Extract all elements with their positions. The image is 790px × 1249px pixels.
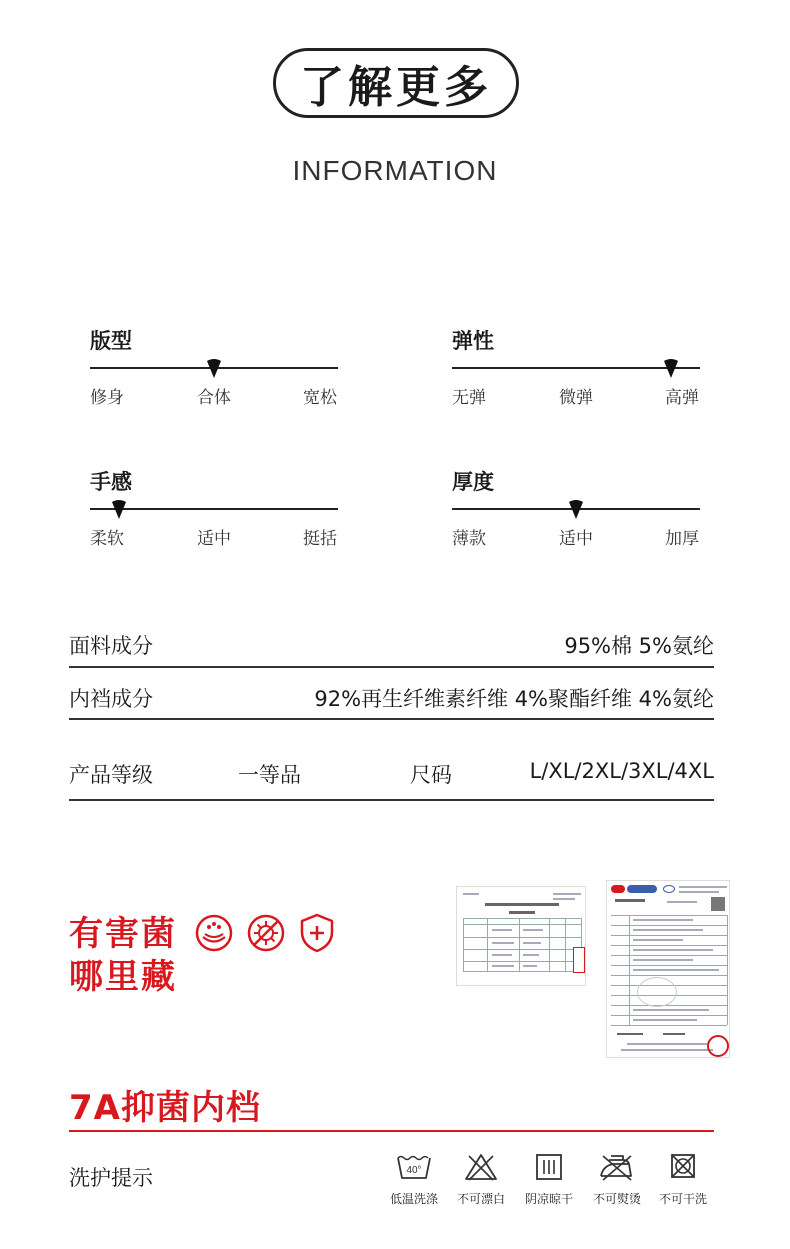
fabric-value: 95%棉 5%氨纶 (564, 634, 714, 658)
care-label: 低温洗涤 (389, 1192, 438, 1206)
attribute-label: 修身 (90, 388, 124, 408)
bacteria-face-icon (194, 913, 234, 953)
slider-marker-icon (568, 500, 584, 520)
test-report-image (456, 886, 586, 986)
attribute-title: 版型 (90, 329, 132, 353)
attribute-label: 挺括 (303, 529, 337, 549)
attribute-title: 弹性 (452, 329, 494, 353)
slider-marker-icon (111, 500, 127, 520)
attribute-title: 手感 (90, 470, 132, 494)
inspection-certificate-image (606, 880, 730, 1058)
attribute-label: 适中 (559, 529, 593, 549)
size-value: L/XL/2XL/3XL/4XL (529, 759, 714, 783)
wash-40-icon (394, 1152, 434, 1182)
size-label: 尺码 (410, 763, 452, 787)
care-item-iron (584, 1152, 650, 1207)
lining-value: 92%再生纤维素纤维 4%聚酯纤维 4%氨纶 (314, 687, 714, 711)
no-iron-icon (597, 1152, 637, 1182)
care-item-dry (516, 1152, 582, 1207)
antibacterial-headline: 7A抑菌内档 (69, 1088, 261, 1128)
antibacterial-title-line2: 哪里藏 (69, 957, 177, 997)
line-dry-shade-icon (533, 1152, 565, 1182)
care-item-dryclean (650, 1152, 716, 1207)
attribute-label: 薄款 (452, 529, 486, 549)
page-subtitle: INFORMATION (292, 155, 498, 186)
no-bleach-icon (463, 1152, 499, 1182)
divider (69, 718, 714, 720)
attribute-label: 加厚 (665, 529, 699, 549)
grade-label: 产品等级 (69, 763, 153, 787)
fabric-label: 面料成分 (69, 634, 153, 658)
lining-label: 内裆成分 (69, 687, 153, 711)
attribute-label: 无弹 (452, 388, 486, 408)
attribute-label: 适中 (197, 529, 231, 549)
slider-marker-icon (206, 359, 222, 379)
attribute-label: 柔软 (90, 529, 124, 549)
attribute-label: 合体 (197, 388, 231, 408)
divider (69, 666, 714, 668)
attribute-track (90, 508, 338, 510)
attribute-label: 宽松 (303, 388, 337, 408)
no-dry-clean-icon (667, 1152, 699, 1182)
attribute-marker (663, 359, 679, 379)
care-label: 阴凉晾干 (524, 1192, 573, 1206)
no-bacteria-icon (246, 913, 286, 953)
wash-temperature: 40° (406, 1165, 422, 1176)
red-divider (69, 1130, 714, 1132)
care-item-wash (381, 1152, 447, 1207)
care-item-bleach (448, 1152, 514, 1207)
slider-marker-icon (663, 359, 679, 379)
page-title: 了解更多 (273, 48, 519, 118)
attribute-marker (206, 359, 222, 379)
attribute-marker (111, 500, 127, 520)
grade-value: 一等品 (238, 763, 301, 787)
care-title: 洗护提示 (69, 1166, 153, 1190)
care-label: 不可漂白 (456, 1192, 505, 1206)
care-label: 不可熨烫 (592, 1192, 641, 1206)
attribute-marker (568, 500, 584, 520)
care-label: 不可干洗 (658, 1192, 707, 1206)
attribute-label: 高弹 (665, 388, 699, 408)
attribute-title: 厚度 (452, 470, 494, 494)
divider (69, 799, 714, 801)
attribute-label: 微弹 (559, 388, 593, 408)
antibacterial-title-line1: 有害菌 (69, 914, 177, 954)
shield-plus-icon (298, 912, 336, 954)
